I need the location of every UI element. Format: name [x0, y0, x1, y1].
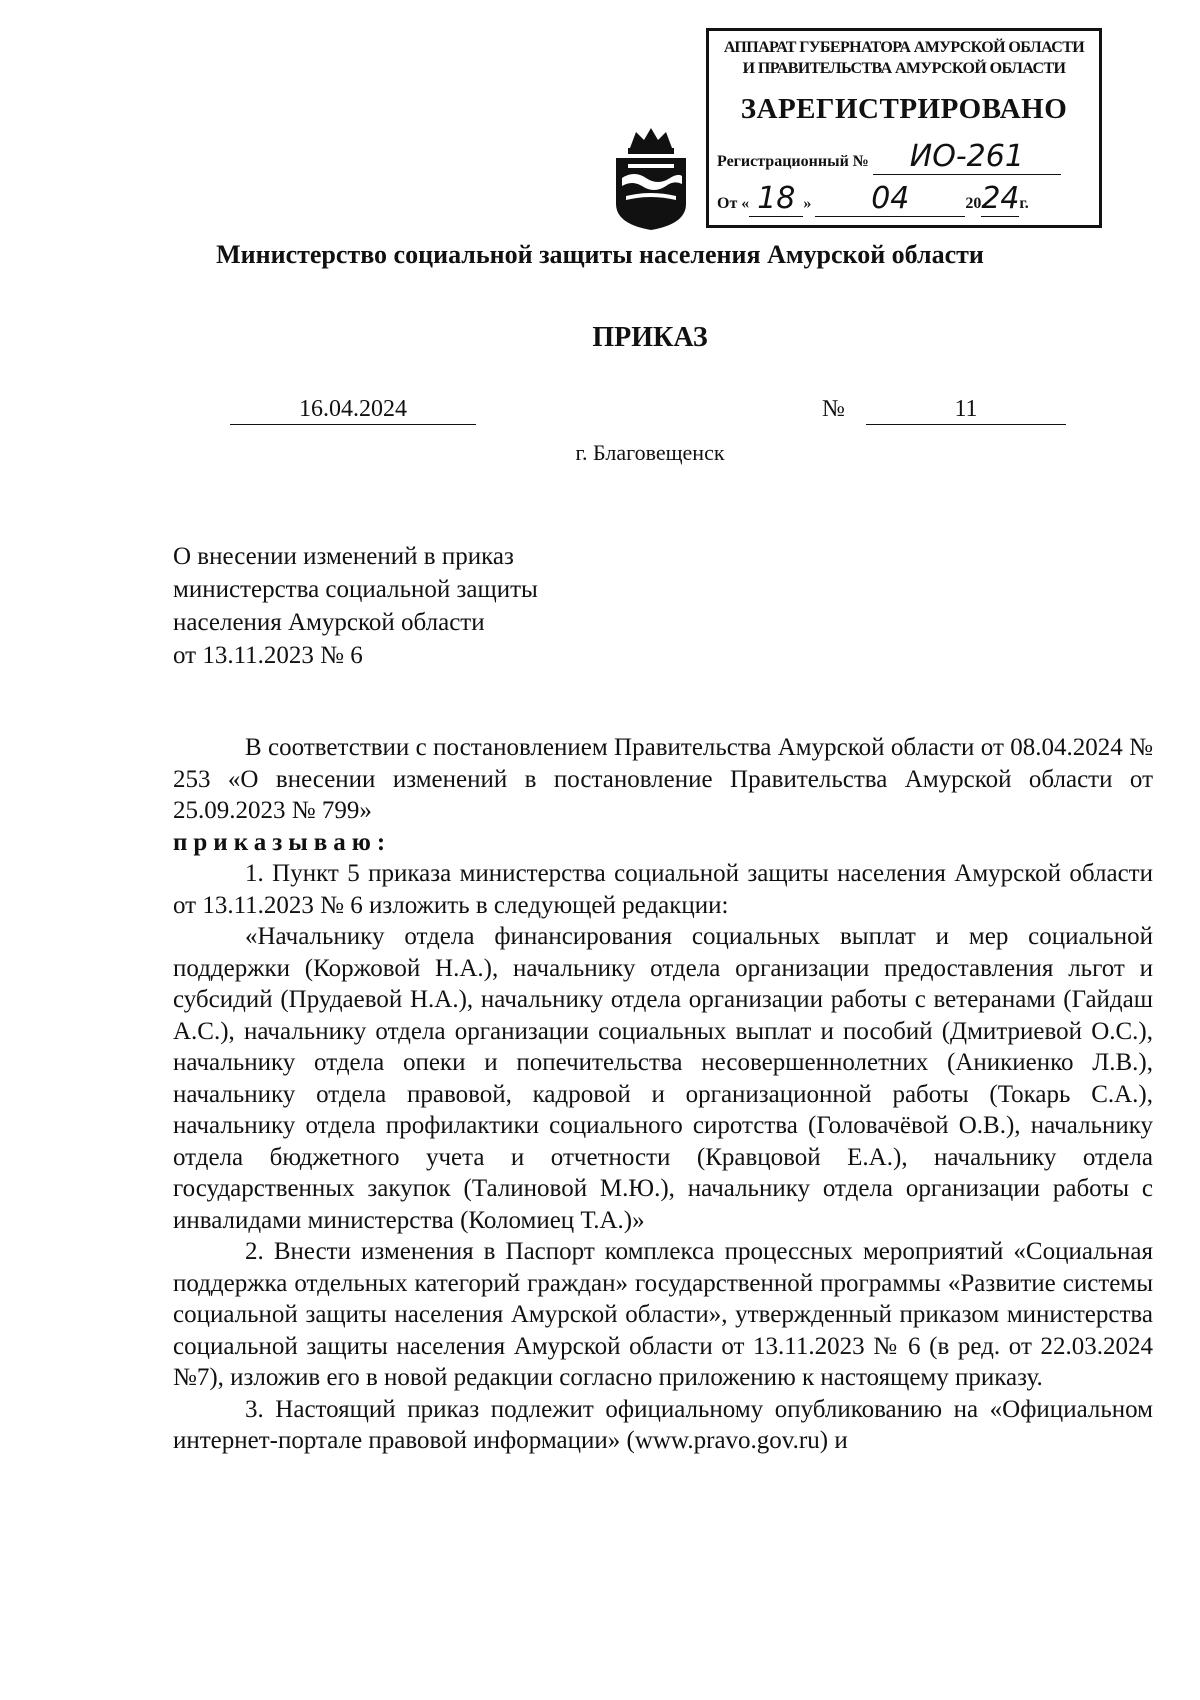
paragraph-2: 2. Внести изменения в Паспорт комплекса процессных мероприятий «Социальная поддержка отдельных категорий граждан» государственной программы «Развитие системы социальной защиты населения Амурской области», утвержденный приказом министерства социальной защиты населения Амурской области от 13.11.2023 № 6 (в ред. от 22.03.2024 №7), изложив его в новой редакции согласно приложению к настоящему приказу.	[173, 1238, 1153, 1391]
order-word: приказываю:	[173, 828, 392, 856]
stamp-quote-close: »	[803, 195, 812, 212]
paragraph-3: 3. Настоящий приказ подлежит официальному опубликованию на «Официальном интернет-портале правовой информации» (www.pravo.gov.ru) и	[173, 1395, 1153, 1454]
stamp-organization	[709, 37, 1099, 79]
coat-of-arms-emblem	[610, 124, 692, 232]
stamp-year-prefix: 20	[965, 195, 982, 212]
order-date: 16.04.2024	[230, 394, 476, 425]
stamp-org-line1: АППАРАТ ГУБЕРНАТОРА АМУРСКОЙ ОБЛАСТИ	[723, 39, 1085, 56]
stamp-month: 04	[815, 181, 965, 217]
stamp-reg-label: Регистрационный №	[717, 153, 869, 170]
order-word-paragraph	[173, 827, 1153, 859]
stamp-registered: ЗАРЕГИСТРИРОВАНО	[740, 93, 1068, 125]
stamp-date-row	[717, 181, 1029, 217]
subject-line: от 13.11.2023 № 6	[173, 642, 363, 669]
order-body	[173, 732, 1153, 1457]
registration-stamp	[706, 28, 1102, 228]
document-type: ПРИКАЗ	[592, 322, 708, 353]
stamp-year-label: г.	[1019, 195, 1029, 212]
stamp-org-line2: И ПРАВИТЕЛЬСТВА АМУРСКОЙ ОБЛАСТИ	[742, 60, 1066, 77]
order-subject	[173, 540, 538, 672]
subject-line: населения Амурской области	[173, 609, 485, 636]
stamp-year-suffix: 24	[981, 181, 1020, 216]
stamp-from-label: От «	[717, 195, 750, 212]
paragraph-1: 1. Пункт 5 приказа министерства социальной защиты населения Амурской области от 13.11.2023 № 6 изложить в следующей редакции:	[173, 860, 1153, 919]
order-number: 11	[866, 394, 1066, 425]
subject-line: министерства социальной защиты	[173, 576, 538, 603]
ministry-title: Министерство социальной защиты населения Амурской области	[216, 240, 984, 269]
paragraph-1-quote: «Начальнику отдела финансирования социальных выплат и мер социальной поддержки (Коржовой Н.А.), начальнику отдела организации предоставления льгот и субсидий (Прудаевой Н.А.), начальнику отдела организации работы с ветеранами (Гайдаш А.С.), начальнику отдела организации социальных выплат и пособий (Дмитриевой О.С.), начальнику отдела опеки и попечительства несовершеннолетних (Аникиенко Л.В.), начальнику отдела правовой, кадровой и организационной работы (Токарь С.А.), начальнику отдела профилактики социального сиротства (Головачёвой О.В.), начальнику отдела бюджетного учета и отчетности (Кравцовой Е.А.), начальнику отдела государственных закупок (Талиновой М.Ю.), начальнику отдела организации работы с инвалидами министерства (Коломиец Т.А.)»	[173, 923, 1153, 1234]
stamp-reg-number: ИО-261	[873, 139, 1061, 175]
city: г. Благовещенск	[575, 440, 725, 465]
stamp-day: 18	[749, 181, 803, 217]
subject-line: О внесении изменений в приказ	[173, 543, 514, 570]
order-number-sign: №	[822, 396, 845, 422]
preamble-paragraph: В соответствии с постановлением Правительства Амурской области от 08.04.2024 № 253 «О внесении изменений в постановление Правительства Амурской области от 25.09.2023 № 799»	[173, 734, 1153, 824]
stamp-reg-row	[717, 139, 1061, 175]
